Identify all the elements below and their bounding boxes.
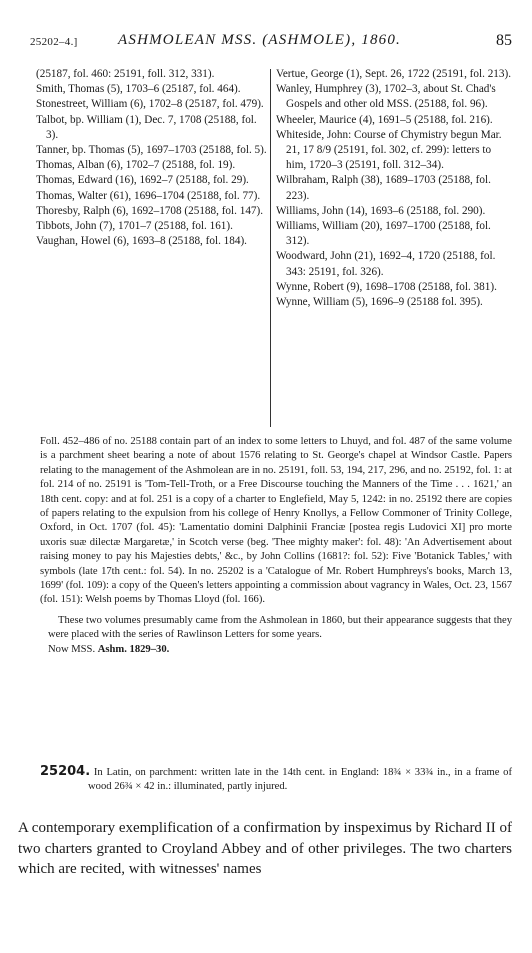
index-entry: Whiteside, John: Course of Chymistry begun Mar. 21, 17 8/9 (25191, fol. 302, cf. 299): letters to him, 1720–3 (25191, foll. 312–34). <box>276 128 502 172</box>
index-entry: Wilbraham, Ralph (38), 1689–1703 (25188, fol. 223). <box>276 174 491 202</box>
index-column-left <box>36 67 268 249</box>
index-entry: Thomas, Edward (16), 1692–7 (25188, fol. 29). <box>36 174 249 187</box>
index-entry: Vertue, George (1), Sept. 26, 1722 (25191, fol. 213). <box>276 68 511 80</box>
index-entry: Thoresby, Ralph (6), 1692–1708 (25188, fol. 147). <box>36 204 264 217</box>
column-divider <box>270 69 271 427</box>
header-reference: 25202–4.] <box>30 36 78 48</box>
index-entry: Wanley, Humphrey (3), 1702–3, about St. Chad's Gospels and other old MSS. (25188, fol. 96). <box>276 83 496 111</box>
running-header <box>30 32 512 52</box>
index-entry: Williams, William (20), 1697–1700 (25188, fol. 312). <box>276 220 491 248</box>
notes-section <box>40 435 512 657</box>
index-entry: Stonestreet, William (6), 1702–8 (25187, fol. 479). <box>36 98 264 111</box>
index-entry: Wheeler, Maurice (4), 1691–5 (25188, fol. 216). <box>276 113 493 126</box>
index-columns <box>36 67 512 432</box>
index-entry: Thomas, Walter (61), 1696–1704 (25188, fol. 77). <box>36 189 261 202</box>
notes-paragraph: Foll. 452–486 of no. 25188 contain part of an index to some letters to Lhuyd, and fol. 487 of the same volume is a parchment sheet bearing a note of about 1576 relating to St. George's chapel at Windsor Castle. Papers relating to the management of the Ashmolean are in no. 25191, foll. 53, 194, 217, 296, and no. 25192, fol. 1: at fol. 214 of no. 25191 is 'Tom-Tell-Troth, or a Free Discourse touching the Manners of the Time . . . 1621,' an 18th cent. copy: and at fol. 251 is a copy of a charter to Englefield, May 5, 1242: in no. 25192 there are copies of papers relating to the expulsion from his college of Henry Knollys, a Fellow Commoner of Trinity College, Oxford, in Oct. 1707 (fol. 45): 'Lamentatio domini Dalphinii Franciæ [postea regis Ludovici XI] pro morte uxoris suæ dilectæ Margaretæ,' in Scotch verse (beg. 'Thee mighty maker': fol. 48): 'An Advertisement about raising money to pay his Majesties debts,' &c., by John Collins (1681?: fol. 52): Five 'Botanick Tables,' with symbols (late 17th cent.: fol. 54). In no. 25202 is a 'Catalogue of Mr. Robert Humphreys's books, March 13, 1699' (fol. 109): a copy of the Queen's letters appointing a commission about vagrancy in Wales, Oct. 23, 1567 (fol. 151): Welsh poems by Thomas Lloyd (fol. 166). <box>40 436 512 606</box>
item-body <box>18 818 512 880</box>
index-entry: Vaughan, Howel (6), 1693–8 (25188, fol. 184). <box>36 235 247 248</box>
index-column-right <box>276 67 512 310</box>
header-title: ASHMOLEAN MSS. (ASHMOLE), 1860. <box>118 32 402 48</box>
item-description-line <box>40 765 512 795</box>
catalogue-item <box>40 765 512 795</box>
index-entry: Woodward, John (21), 1692–4, 1720 (25188, fol. 343: 25191, fol. 326). <box>276 250 496 278</box>
index-entry: (25187, fol. 460: 25191, foll. 312, 331). <box>36 68 215 80</box>
index-entry: Thomas, Alban (6), 1702–7 (25188, fol. 19). <box>36 159 236 172</box>
index-entry: Smith, Thomas (5), 1703–6 (25187, fol. 464). <box>36 83 241 96</box>
index-entry: Talbot, bp. William (1), Dec. 7, 1708 (25188, fol. 3). <box>36 113 257 141</box>
item-body-text: A contemporary exemplification of a confirmation by inspeximus by Richard II of two charters granted to Croyland Abbey and of other privileges. The two charters which are recited, with witnesses' names <box>18 820 512 877</box>
index-entry: Wynne, William (5), 1696–9 (25188 fol. 395). <box>276 296 483 309</box>
index-entry: Tibbots, John (7), 1701–7 (25188, fol. 161). <box>36 220 233 233</box>
index-entry: Williams, John (14), 1693–6 (25188, fol. 290). <box>276 204 486 217</box>
provenance-paragraph: These two volumes presumably came from the Ashmolean in 1860, but their appearance suggests that they were placed with the series of Rawlinson Letters for some years. <box>48 614 512 641</box>
shelfmark-line <box>40 643 512 657</box>
page-number: 85 <box>496 32 512 49</box>
index-entry: Wynne, Robert (9), 1698–1708 (25188, fol. 381). <box>276 280 497 293</box>
item-number: 25204. <box>40 764 91 779</box>
shelfmark-ref: Ashm. 1829–30. <box>97 643 170 655</box>
shelfmark-prefix: Now MSS. <box>48 643 98 655</box>
item-description: In Latin, on parchment: written late in the 14th cent. in England: 18¾ × 33¾ in., in a frame of wood 26¾ × 42 in.: illuminated, partly injured. <box>88 767 512 793</box>
index-entry: Tanner, bp. Thomas (5), 1697–1703 (25188, fol. 5). <box>36 144 267 157</box>
